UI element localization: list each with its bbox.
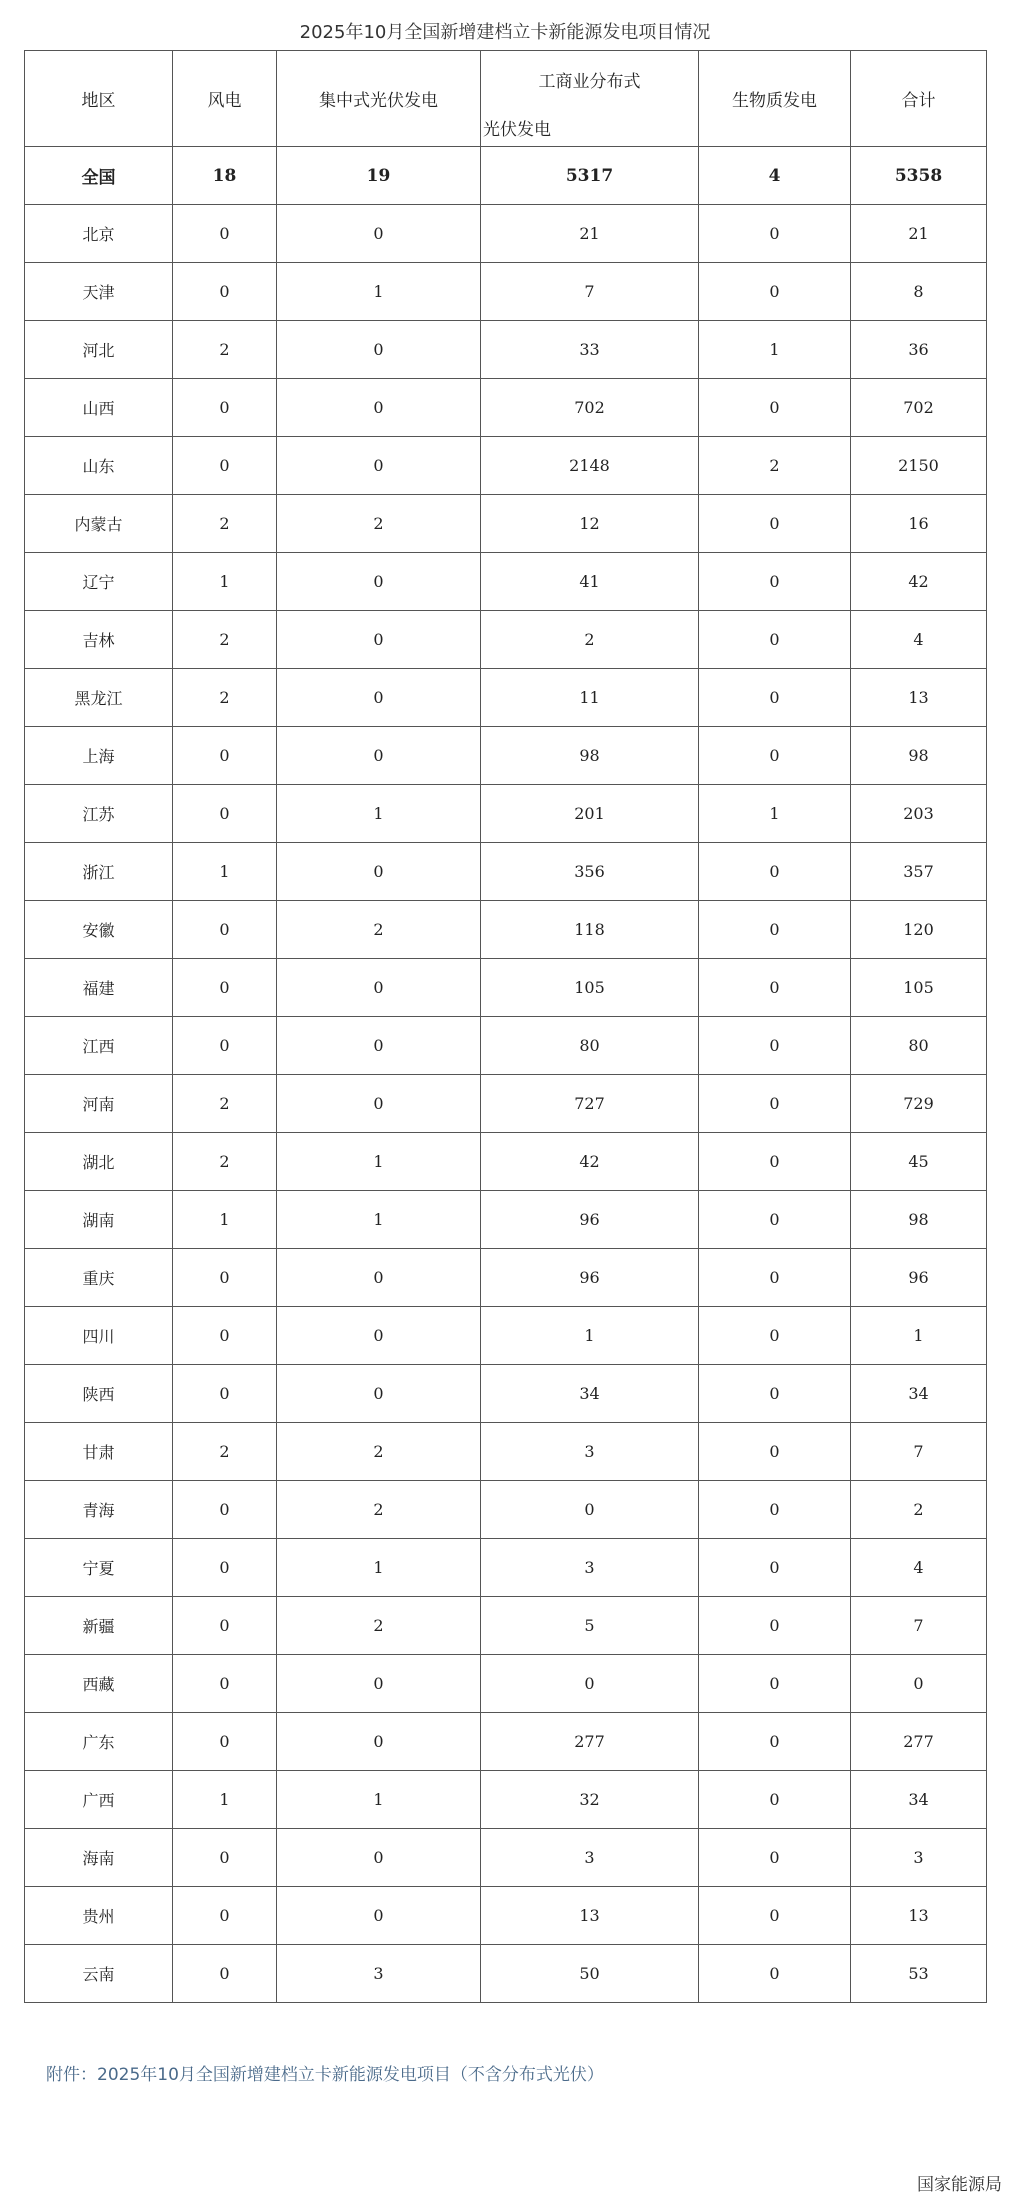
cell-biomass: 0	[699, 1249, 851, 1307]
table-row	[25, 1655, 987, 1713]
cell-region: 宁夏	[25, 1539, 173, 1597]
cell-region: 安徽	[25, 901, 173, 959]
cell-region: 云南	[25, 1945, 173, 2003]
cell-centralized-pv: 0	[277, 1307, 481, 1365]
cell-biomass: 0	[699, 1539, 851, 1597]
cell-region: 浙江	[25, 843, 173, 901]
cell-wind: 0	[173, 901, 277, 959]
header-ci-pv-line2: 光伏发电	[483, 120, 551, 140]
cell-ci-pv: 118	[481, 901, 699, 959]
table-row	[25, 1365, 987, 1423]
cell-ci-pv: 727	[481, 1075, 699, 1133]
cell-centralized-pv: 2	[277, 495, 481, 553]
table-row	[25, 611, 987, 669]
cell-wind: 1	[173, 1771, 277, 1829]
table-row	[25, 1887, 987, 1945]
cell-centralized-pv: 0	[277, 1365, 481, 1423]
cell-ci-pv: 21	[481, 205, 699, 263]
cell-wind: 0	[173, 1887, 277, 1945]
table-row	[25, 1249, 987, 1307]
cell-biomass: 0	[699, 263, 851, 321]
cell-total: 34	[851, 1365, 987, 1423]
cell-region: 青海	[25, 1481, 173, 1539]
cell-wind: 0	[173, 1539, 277, 1597]
table-row	[25, 1423, 987, 1481]
cell-wind: 0	[173, 727, 277, 785]
cell-biomass: 0	[699, 901, 851, 959]
cell-total: 45	[851, 1133, 987, 1191]
cell-region: 吉林	[25, 611, 173, 669]
cell-region: 广西	[25, 1771, 173, 1829]
cell-centralized-pv: 0	[277, 669, 481, 727]
cell-region: 全国	[25, 147, 173, 205]
cell-region: 河南	[25, 1075, 173, 1133]
cell-centralized-pv: 0	[277, 1249, 481, 1307]
cell-centralized-pv: 0	[277, 321, 481, 379]
table-row-national-total	[25, 147, 987, 205]
cell-centralized-pv: 1	[277, 1191, 481, 1249]
table-row	[25, 1017, 987, 1075]
cell-biomass: 0	[699, 843, 851, 901]
cell-ci-pv: 32	[481, 1771, 699, 1829]
cell-region: 江西	[25, 1017, 173, 1075]
cell-ci-pv: 13	[481, 1887, 699, 1945]
cell-centralized-pv: 1	[277, 1539, 481, 1597]
table-row	[25, 1771, 987, 1829]
cell-ci-pv: 0	[481, 1481, 699, 1539]
cell-ci-pv: 201	[481, 785, 699, 843]
cell-centralized-pv: 2	[277, 1423, 481, 1481]
cell-region: 四川	[25, 1307, 173, 1365]
cell-ci-pv: 702	[481, 379, 699, 437]
cell-biomass: 0	[699, 1771, 851, 1829]
table-row	[25, 205, 987, 263]
cell-region: 江苏	[25, 785, 173, 843]
cell-ci-pv: 3	[481, 1423, 699, 1481]
table-row	[25, 1481, 987, 1539]
cell-centralized-pv: 19	[277, 147, 481, 205]
cell-total: 7	[851, 1597, 987, 1655]
table-row	[25, 379, 987, 437]
header-total: 合计	[851, 51, 987, 147]
cell-region: 山东	[25, 437, 173, 495]
cell-total: 4	[851, 611, 987, 669]
cell-ci-pv: 2	[481, 611, 699, 669]
cell-biomass: 0	[699, 1655, 851, 1713]
cell-wind: 2	[173, 1075, 277, 1133]
table-row	[25, 1307, 987, 1365]
cell-biomass: 0	[699, 1075, 851, 1133]
table-row	[25, 1713, 987, 1771]
cell-biomass: 0	[699, 1829, 851, 1887]
cell-wind: 0	[173, 437, 277, 495]
cell-biomass: 0	[699, 495, 851, 553]
project-table	[24, 50, 987, 2003]
header-ci-pv	[481, 51, 699, 147]
cell-total: 96	[851, 1249, 987, 1307]
cell-ci-pv: 3	[481, 1829, 699, 1887]
header-wind: 风电	[173, 51, 277, 147]
cell-region: 上海	[25, 727, 173, 785]
cell-centralized-pv: 0	[277, 205, 481, 263]
cell-biomass: 2	[699, 437, 851, 495]
cell-region: 贵州	[25, 1887, 173, 1945]
cell-centralized-pv: 0	[277, 959, 481, 1017]
cell-biomass: 0	[699, 959, 851, 1017]
cell-biomass: 0	[699, 727, 851, 785]
cell-centralized-pv: 0	[277, 727, 481, 785]
cell-region: 内蒙古	[25, 495, 173, 553]
cell-wind: 0	[173, 959, 277, 1017]
cell-centralized-pv: 3	[277, 1945, 481, 2003]
cell-ci-pv: 277	[481, 1713, 699, 1771]
cell-region: 陕西	[25, 1365, 173, 1423]
cell-biomass: 1	[699, 785, 851, 843]
cell-biomass: 0	[699, 1307, 851, 1365]
cell-ci-pv: 0	[481, 1655, 699, 1713]
cell-wind: 2	[173, 321, 277, 379]
cell-total: 53	[851, 1945, 987, 2003]
header-ci-pv-line1: 工商业分布式	[538, 72, 641, 92]
cell-total: 203	[851, 785, 987, 843]
cell-total: 98	[851, 1191, 987, 1249]
cell-total: 0	[851, 1655, 987, 1713]
table-row	[25, 1945, 987, 2003]
cell-region: 湖北	[25, 1133, 173, 1191]
cell-wind: 2	[173, 1423, 277, 1481]
cell-wind: 2	[173, 495, 277, 553]
table-row	[25, 321, 987, 379]
cell-total: 4	[851, 1539, 987, 1597]
cell-region: 海南	[25, 1829, 173, 1887]
table-row	[25, 1133, 987, 1191]
cell-biomass: 0	[699, 1597, 851, 1655]
cell-region: 广东	[25, 1713, 173, 1771]
cell-ci-pv: 50	[481, 1945, 699, 2003]
table-row	[25, 1539, 987, 1597]
table-row	[25, 669, 987, 727]
cell-region: 重庆	[25, 1249, 173, 1307]
cell-total: 21	[851, 205, 987, 263]
cell-ci-pv: 96	[481, 1191, 699, 1249]
cell-total: 42	[851, 553, 987, 611]
cell-centralized-pv: 0	[277, 1075, 481, 1133]
cell-biomass: 0	[699, 611, 851, 669]
cell-biomass: 0	[699, 1017, 851, 1075]
cell-biomass: 0	[699, 1481, 851, 1539]
cell-ci-pv: 33	[481, 321, 699, 379]
cell-total: 3	[851, 1829, 987, 1887]
cell-biomass: 0	[699, 205, 851, 263]
cell-total: 5358	[851, 147, 987, 205]
cell-total: 357	[851, 843, 987, 901]
cell-centralized-pv: 1	[277, 263, 481, 321]
cell-centralized-pv: 2	[277, 901, 481, 959]
cell-total: 2150	[851, 437, 987, 495]
header-biomass: 生物质发电	[699, 51, 851, 147]
cell-centralized-pv: 0	[277, 843, 481, 901]
cell-ci-pv: 80	[481, 1017, 699, 1075]
cell-ci-pv: 2148	[481, 437, 699, 495]
cell-wind: 0	[173, 1655, 277, 1713]
cell-ci-pv: 356	[481, 843, 699, 901]
cell-centralized-pv: 2	[277, 1481, 481, 1539]
cell-centralized-pv: 0	[277, 611, 481, 669]
cell-wind: 0	[173, 205, 277, 263]
cell-region: 甘肃	[25, 1423, 173, 1481]
cell-wind: 0	[173, 263, 277, 321]
cell-ci-pv: 98	[481, 727, 699, 785]
cell-total: 13	[851, 1887, 987, 1945]
cell-total: 7	[851, 1423, 987, 1481]
cell-centralized-pv: 0	[277, 437, 481, 495]
cell-ci-pv: 7	[481, 263, 699, 321]
cell-biomass: 1	[699, 321, 851, 379]
cell-total: 2	[851, 1481, 987, 1539]
cell-total: 98	[851, 727, 987, 785]
table-row	[25, 1597, 987, 1655]
cell-ci-pv: 5	[481, 1597, 699, 1655]
cell-biomass: 4	[699, 147, 851, 205]
table-row	[25, 437, 987, 495]
cell-region: 河北	[25, 321, 173, 379]
attachment-note: 附件：2025年10月全国新增建档立卡新能源发电项目（不含分布式光伏）	[46, 2065, 604, 2085]
cell-region: 新疆	[25, 1597, 173, 1655]
cell-region: 湖南	[25, 1191, 173, 1249]
cell-biomass: 0	[699, 553, 851, 611]
source-label: 国家能源局	[917, 2175, 1002, 2195]
cell-region: 天津	[25, 263, 173, 321]
cell-ci-pv: 96	[481, 1249, 699, 1307]
cell-ci-pv: 5317	[481, 147, 699, 205]
table-row	[25, 495, 987, 553]
cell-region: 西藏	[25, 1655, 173, 1713]
cell-ci-pv: 34	[481, 1365, 699, 1423]
cell-ci-pv: 1	[481, 1307, 699, 1365]
page-title: 2025年10月全国新增建档立卡新能源发电项目情况	[299, 22, 711, 43]
cell-ci-pv: 3	[481, 1539, 699, 1597]
cell-total: 729	[851, 1075, 987, 1133]
cell-centralized-pv: 0	[277, 1655, 481, 1713]
cell-wind: 0	[173, 379, 277, 437]
header-centralized-pv: 集中式光伏发电	[277, 51, 481, 147]
table-row	[25, 263, 987, 321]
cell-biomass: 0	[699, 1133, 851, 1191]
cell-wind: 0	[173, 1481, 277, 1539]
cell-wind: 0	[173, 1365, 277, 1423]
cell-biomass: 0	[699, 1713, 851, 1771]
cell-total: 13	[851, 669, 987, 727]
cell-wind: 0	[173, 1945, 277, 2003]
cell-total: 16	[851, 495, 987, 553]
cell-centralized-pv: 0	[277, 1017, 481, 1075]
cell-wind: 0	[173, 785, 277, 843]
cell-centralized-pv: 2	[277, 1597, 481, 1655]
cell-wind: 2	[173, 669, 277, 727]
table-row	[25, 959, 987, 1017]
cell-region: 辽宁	[25, 553, 173, 611]
cell-wind: 0	[173, 1249, 277, 1307]
cell-ci-pv: 12	[481, 495, 699, 553]
cell-ci-pv: 41	[481, 553, 699, 611]
cell-total: 36	[851, 321, 987, 379]
cell-biomass: 0	[699, 1887, 851, 1945]
cell-centralized-pv: 0	[277, 553, 481, 611]
cell-biomass: 0	[699, 1191, 851, 1249]
cell-region: 黑龙江	[25, 669, 173, 727]
cell-wind: 0	[173, 1307, 277, 1365]
table-row	[25, 1075, 987, 1133]
cell-total: 80	[851, 1017, 987, 1075]
cell-wind: 18	[173, 147, 277, 205]
cell-wind: 1	[173, 843, 277, 901]
cell-centralized-pv: 0	[277, 1887, 481, 1945]
cell-total: 702	[851, 379, 987, 437]
cell-centralized-pv: 1	[277, 1133, 481, 1191]
cell-wind: 0	[173, 1017, 277, 1075]
cell-wind: 2	[173, 1133, 277, 1191]
cell-biomass: 0	[699, 669, 851, 727]
cell-wind: 2	[173, 611, 277, 669]
table-header-row	[25, 51, 987, 147]
table-row	[25, 1829, 987, 1887]
table-row	[25, 1191, 987, 1249]
cell-region: 福建	[25, 959, 173, 1017]
cell-total: 105	[851, 959, 987, 1017]
table-row	[25, 843, 987, 901]
cell-ci-pv: 42	[481, 1133, 699, 1191]
cell-centralized-pv: 0	[277, 379, 481, 437]
cell-region: 山西	[25, 379, 173, 437]
table-row	[25, 901, 987, 959]
cell-total: 120	[851, 901, 987, 959]
table-row	[25, 727, 987, 785]
cell-centralized-pv: 1	[277, 1771, 481, 1829]
cell-wind: 1	[173, 1191, 277, 1249]
header-region: 地区	[25, 51, 173, 147]
cell-centralized-pv: 0	[277, 1713, 481, 1771]
table-row	[25, 553, 987, 611]
cell-total: 8	[851, 263, 987, 321]
cell-wind: 0	[173, 1597, 277, 1655]
cell-biomass: 0	[699, 1365, 851, 1423]
table-row	[25, 785, 987, 843]
cell-ci-pv: 11	[481, 669, 699, 727]
cell-total: 1	[851, 1307, 987, 1365]
cell-total: 277	[851, 1713, 987, 1771]
cell-centralized-pv: 1	[277, 785, 481, 843]
cell-region: 北京	[25, 205, 173, 263]
cell-biomass: 0	[699, 1945, 851, 2003]
cell-biomass: 0	[699, 379, 851, 437]
cell-wind: 0	[173, 1713, 277, 1771]
cell-wind: 0	[173, 1829, 277, 1887]
cell-wind: 1	[173, 553, 277, 611]
cell-centralized-pv: 0	[277, 1829, 481, 1887]
cell-total: 34	[851, 1771, 987, 1829]
cell-biomass: 0	[699, 1423, 851, 1481]
cell-ci-pv: 105	[481, 959, 699, 1017]
